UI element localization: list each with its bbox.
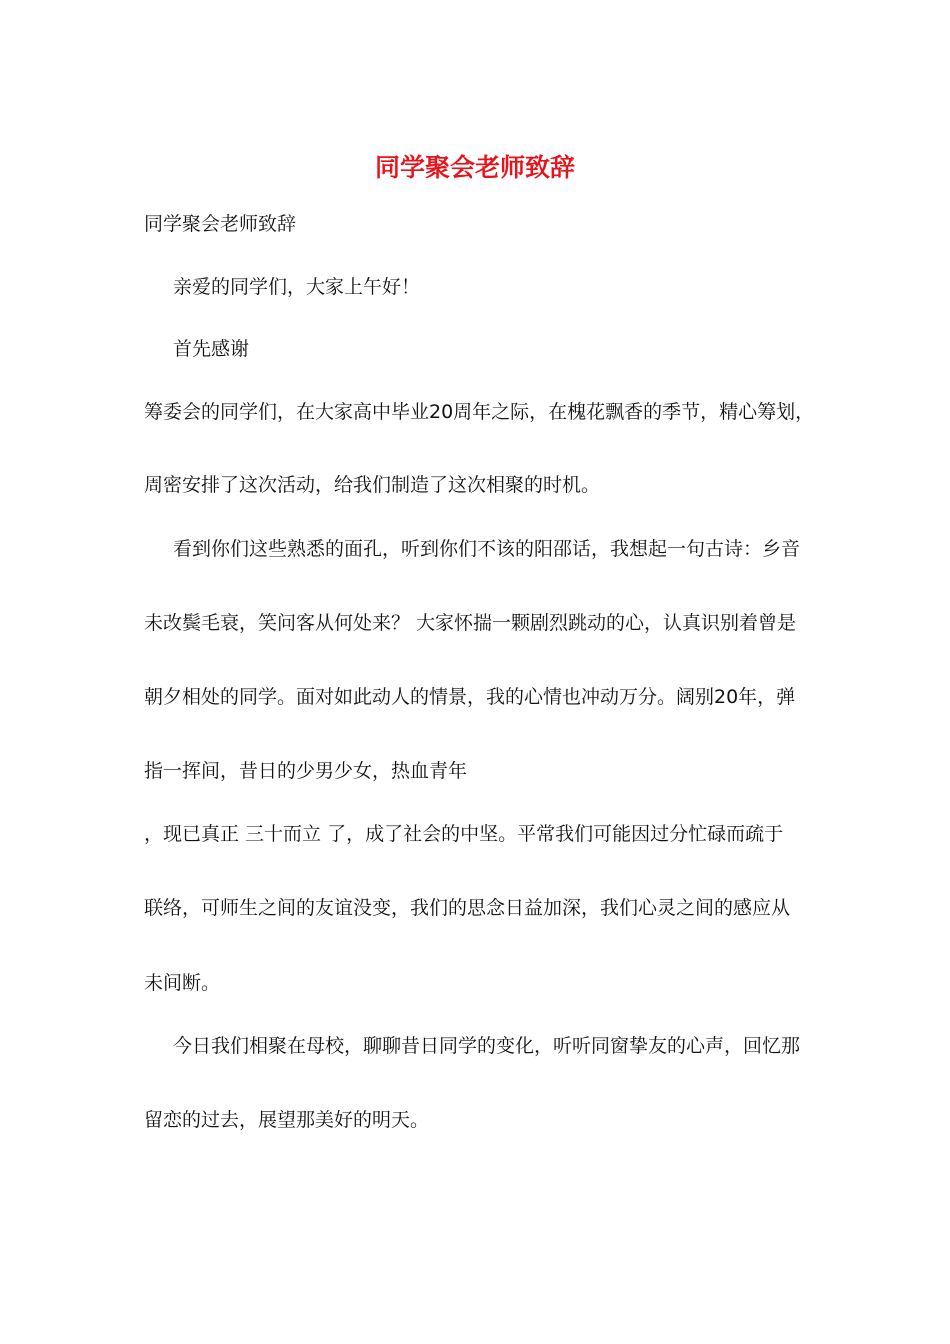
paragraph-line: 联络，可师生之间的友谊没变，我们的思念日益加深，我们心灵之间的感应从	[144, 897, 791, 919]
paragraph-line: 朝夕相处的同学。面对如此动人的情景，我的心情也冲动万分。阔别20年，弹	[144, 686, 796, 708]
paragraph-line: 留恋的过去，展望那美好的明天。	[144, 1109, 430, 1131]
paragraph-line: 首先感谢	[173, 338, 250, 360]
document-title: 同学聚会老师致辞	[374, 153, 575, 182]
paragraph-line: 指一挥间，昔日的少男少女，热血青年	[144, 760, 468, 782]
paragraph-line: 未间断。	[144, 972, 221, 994]
paragraph-line: 看到你们这些熟悉的面孔，听到你们不该的阳邵话，我想起一句古诗：乡音	[173, 538, 801, 560]
paragraph-line: 筹委会的同学们，在大家高中毕业20周年之际，在槐花飘香的季节，精心筹划，	[144, 401, 815, 423]
greeting-line: 亲爱的同学们，大家上午好！	[173, 276, 421, 298]
paragraph-line: 未改鬓毛衰，笑问客从何处来？ 大家怀揣一颗剧烈跳动的心，认真识别着曾是	[144, 612, 797, 634]
paragraph-line: 周密安排了这次活动，给我们制造了这次相聚的时机。	[144, 474, 601, 496]
paragraph-line: 今日我们相聚在母校，聊聊昔日同学的变化，听听同窗挚友的心声，回忆那	[173, 1035, 801, 1057]
subtitle-line: 同学聚会老师致辞	[144, 213, 297, 235]
paragraph-line: ，现已真正 三十而立 了，成了社会的中坚。平常我们可能因过分忙碌而疏于	[144, 823, 784, 845]
